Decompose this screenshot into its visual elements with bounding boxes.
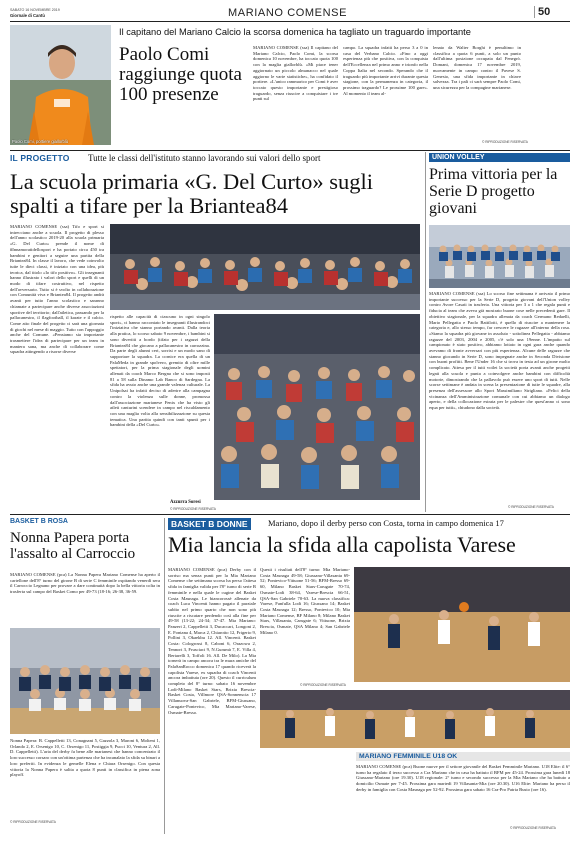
papera-body: MARIANO COMENSE (pca) La Nonna Papera Mariano Comense ha aperto il cartellone dell'8° turno del girone B di serie C femminile ospitando venerdì sera il Carroccio Legnano per provare a dare continuità dopo la bella vittoria colta in trasferta sul campo del Basket Como per 49-73 (18-16; 26-38, 36-59. — [10, 572, 160, 595]
mia-left-rule — [164, 518, 165, 834]
crowd-illustration — [110, 224, 420, 310]
progetto-kicker: Tutte le classi dell'istituto stanno lavorando sui valori dello sport — [88, 153, 321, 163]
comi-col2: campo. La squadra infatti ha perso 3 a 0 in casa del Verbano Calcio. «Fino a oggi esperienza più che positiva, con la conquista dell'Eccellenza nel primo anno e trionfo nella Coppa Italia nel secondo. Sperando che il traguardo più importante arrivi durante questa stagione, con la permanenza in categoria, il prossimo traguardo? Le prossime 100 gare». Al momento il team al- — [343, 45, 428, 96]
papera-headline: Nonna Papera porta l'assalto al Carroccio — [10, 530, 136, 562]
basket-court-illustration — [260, 690, 570, 748]
papera-caption: Nonna Papera: B. Cappelletti 13, Conagnani 5, Gazzola 3, Maroni 6, Molteni 1, Orlando 2, E. Orsenigo 10, C. Orsenigo 11, Postiggia 9, Pucci 10, Ventura 2, All. D. Cappelletti). L'aria del derby fa bene alle marianesi che hanno concentrato il loro successo corsaro con un'ottima partenza che ha incanalato la sfida su binari a loro preferiti. In evidenza le gemelle Elena e Chiara Orsenigo. Con questa vittoria la Nonna Papera è salita a quota 8 punti in classifica in piena zona playoff. — [10, 738, 160, 778]
papera-copyright: © RIPRODUZIONE RISERVATA — [10, 820, 56, 824]
volley-team-illustration — [429, 225, 570, 288]
progetto-col1: MARIANO COMENSE (ssa) Tifo e sport si intrecciano anche a scuola. Il progetto di plesso dell'anno scolastico 2019-20 alla scuola primaria «G. Del Curto» prende il nome di #Innamoratidellosport e ha portato circa 450 tra bambini e genitori a seguire una partita della Briantea84. In classe il lavoro, che vede coinvolto tutte le dieci classi, è iniziato con una idea, più teorica, dal titolo «Io tifo positivo». Gli insegnanti hanno illustrato i valori dello sport e quelli di un modo di tifare costruttivo, nel rispetto dell'avversario. Tutto si è svolto in collaborazione con Comunità viva e Briantea84. Il progetto andrà avanti per tutto l'anno scolastico e saranno chiamate a partecipare anche diverse associazioni sportive del territorio; dall'atletica, passando per la pallacanestro, il flagfootball, il karate e il calcio. Come atto finale del progetto ci sarà una giornata di giochi nel mese di maggio. Tutto con l'appoggio anche del Comune. «Pensiamo sia importante trasmettere l'idea di partecipare per un team in maniera sana, ma anche di collaborare come squadra attingendo a risorse diverse — [10, 224, 104, 355]
u18-tag: MARIANO FEMMINILE U18 OK — [356, 752, 570, 761]
comi-headline: Paolo Comi raggiunge quota 100 presenze — [119, 44, 242, 105]
mia-kicker: Mariano, dopo il derby perso con Costa, torna in campo domenica 17 — [268, 518, 504, 528]
gym-crowd-illustration — [214, 314, 420, 500]
header-date: SABATO 16 NOVEMBRE 2019 — [10, 8, 60, 12]
comi-copyright: © RIPRODUZIONE RISERVATA — [482, 140, 528, 144]
mia-photo-1 — [354, 567, 570, 682]
papera-photo — [10, 628, 160, 734]
comi-col3: lenato da Walter Borghi è penultimo in classifica a quota 6 punti, a solo un punto dall'ultima posizione occupata dal Fenegrò. Domani, domenica 17 novembre 2019, nuovamente in campo contro il Pavese S. Genesio, una sfida importante in chiave salvezza. Tra i pali ci sarà sempre Paolo Comi, una sicurezza per la compagine marianese. — [433, 45, 521, 90]
comi-kicker: Il capitano del Mariano Calcio la scorsa domenica ha tagliato un traguardo importante — [119, 27, 471, 37]
lower-rule — [10, 514, 570, 515]
goalkeeper-illustration — [10, 25, 111, 145]
mia-tag: BASKET B DONNE — [168, 518, 251, 530]
volley-headline: Prima vittoria per la Serie D progetto giovani — [429, 166, 558, 217]
progetto-headline: La scuola primaria «G. Del Curto» sugli spalti a tifare per la Briantea84 — [10, 169, 374, 218]
progetto-top-rule — [10, 150, 570, 151]
volley-body: MARIANO COMENSE (ssa) Lo scorso fine settimana è arrivato il primo importante successo per la Serie D, progetto giovani dell'Union volley contro Avore Casati in trasferta. Una vittoria per 3 a 1 che regala punti e fiducia al team che aveva già mostrato buone cose nelle precedenti gare. Il obiettivo stagionale, per la squadra allenata da coach Germano Redaelli, Mario Pellegatta e Paolo Battilotti, è quello di riuscire a mantenere la categoria e, allo stesso tempo, far crescere le ragazze all'interno della rosa. «Siamo la squadra più giovane in assoluto - sottolinea Pellegatta - abbiamo ragazze del 2003, 2004 e 2005, c'è solo una 19enne. L'impatto sul campionato è stato positivo, abbiamo lottato in ogni gara anche quando avevamo di fronte avversari con più esperienza. Alcune delle ragazze che stanno giocando in Serie D, sono impegnate anche in Seconda Divisione con buoni profitti. Bene l'Under 16 che si trova in testa ad un girone molto complicato. Attesa per il tutti voilet la società porta avanti anche progetti legati alla scuola e punta a coinvolgere anche bambini con difficoltà motorie, dimostrando che la pallavolo può essere uno sport di tutti. Nelle scorse settimane è andata in scena la presentazione di tutte le squadre, alla presenza dell'assessore allo Sport Massimiliano Strigliano. «Felici della vicinanza dell'Amministrazione comunale con cui abbiamo un dialogo aperto, e della collocazione estrata per le palestre che quest'anno ci sono equa per tutti», chiudono dalla società. — [429, 291, 570, 411]
u18-body: MARIANO COMENSE (pca) Buone nuove per il settore giovanile del Basket Femminile Mariano. U18 Elite: il 6° turno ha regalato il terzo successo a Cra Mariano che in casa ha battuto il BFM per 45-24. Prossima gara lunedì 18 Giussano-Mariano (ore 19.30). U18 regionale: 2° turno e secondo successo per la Mia Mariano che ha battuto a domicilio Osmate per 7-45. Prossima gara martedì 19 Villasanta-Mia (ore 20.30). U16 Elite: Mariano ha perso il derby in famiglia con Costa Masnaga per 52-92. Prossima gara sabato 16 Cra-Pro Patria Busto (ore 16). — [356, 764, 570, 792]
progetto-col2: rispetto alle capacità di ciascuno in ogni singolo sport», ci hanno raccontato le insegnanti illustrandoci l'iniziativa che stanno portando avanti. Dalla teoria alla pratica, lo scorso sabato 9 novembre, i bambini si sono divertiti a bordo (tifato per i ragazzi della Briantea84 che giocano a pallacanestro in carrozzina. Da parte degli alunni ceri, sorrisi e un modo sano di supportare la squadra. La cornice era quella di un PalaMeda in grande spolvero, gremito di oltre mille spettatori, per la prima stagionale degli uomini allenati da coach Marco Bergna che si sono imposti 81 a 58 sulla Dinamo Lab Banco di Sardegna. La sfida ha avuto anche una grande valenza culturale. La Unipolsai ha infatti deciso di aderire alla campagna contro la violenza sulle donne, promossa dall'associazione marianese Fenix che ha visto gli atleti canturini scendere in campo nel riscaldamento con una maglia volta alla sensibilizzazione su questa tematica. Una partita quindi con tanti spunti per i bambini della «Del Curto». — [110, 314, 210, 428]
section-title: MARIANO COMENSE — [228, 7, 348, 19]
comi-caption: Paolo Comi, portiere giallorblù — [12, 139, 69, 144]
volley-left-rule — [425, 152, 426, 512]
mia-col2: Questi i risultati dell'8° turno: Mia Mariano-Costa Masnaga 49-58; Giussano-Villasanta 69-52; Pontevico-Vittuone 51-56; BFM-Bresso 69-60, Milano Basket Stars-Carugate 70-74, Osmate-Lodi 38-64, Varese-Brescia 66-51, QSA-San Gabriele 70-63. La nuova classifica: Varese, Fanfulla Lodi 16; Giussano 14; Basket Costa Masnaga 12; Bresso, Pontevico 10; Mia Mariano Comense, BF Milano 8; Milano Basket Stars, Villasanta, Carugate 6; Vittuone, Brixia Brescia, Osmate, QSA Milano 4; San Gabriele Milano 0. — [260, 567, 350, 635]
mia-col1: MARIANO COMENSE (pca) Derby con il sorriso ma senza punti per la Mia Mariano Comense che settimana scorsa ha perso l'attesa sfida in famiglia valida per l'8° turno di serie B femminile e nella quale le cugine del Basket Costa Masnaga. Le biancorossè allenate da coach Luca Vincenti hanno pagato il parziale subìto nel primo quarto che non sono più riuscite a riscatare perdendo così alla fine per 49-58 (13-22; 24-34; 37-47. Mia Mariano: Panzeri 2, Cappelletti 3, Ducaccari, Longoni 2, E. Fontana 4, Marca 2, Chiarotto 12, Frigerio 9, Pollini 3, Okaekbu 12. All. Vincenti. Basket Costa: Cologrossi 8, Caboni 6, Orazowa 2, Tennort 3, Frusciaci 9, N.Gurumà 7, E. Villa 4, Bertarelli 3, Toffoli 16. All. De Milo). La Mia tornerà in campo ancora tra le mura amiche del PalaSanRocco domenica 17 quando riceverà la capolista Varese, ex squadra di coach Vincenti ancora imbattuta (ore 20). Questo il curriculum completo del 8° turno: sabato 16 novembre Lodi-Milano Basket Stars, Brixia Brescia-Basket Costa, Villmore QSA-Sonnenscia 17 Villanuova-San Gabriele, BFM-Giussano, Carugate-Pontevico, Mia Mariano-Varese, Osmate-Bresso. — [168, 567, 256, 715]
header-rule — [10, 21, 570, 22]
mia-copyright: © RIPRODUZIONE RISERVATA — [300, 683, 346, 687]
comi-col1: MARIANO COMENSE (ssa) Il capitano del Mariano Calcio, Paolo Comi, la scorsa domenica 10 novembre, ha toccato quota 100 con la maglia giallorblù. «Mi piace tener aggiornato un piccolo almanacco nel quale aggiorno le varie statistiche», ha confidato il portiere. «L'unico rammarico per Comi è aver toccato questo importante e prestigioso traguardo, senza riuscire a conquistare i tre punti sul — [253, 45, 338, 102]
volley-tag: UNION VOLLEY — [429, 153, 570, 162]
comi-photo — [10, 25, 111, 145]
basket-game-illustration — [354, 567, 570, 682]
progetto-signature: Azzurra Soresi — [170, 500, 201, 505]
header-paper: Giornale di Cantù — [10, 13, 45, 18]
basket-team-illustration — [10, 628, 160, 734]
mia-headline: Mia lancia la sfida alla capolista Varese — [168, 532, 516, 557]
progetto-photo — [110, 224, 420, 310]
page-number: 50 — [534, 6, 550, 18]
progetto-photo-2 — [214, 314, 420, 500]
progetto-tag-label: IL PROGETTO — [10, 153, 70, 163]
mia-photo-2 — [260, 690, 570, 748]
papera-tag: BASKET B ROSA — [10, 518, 68, 525]
volley-photo — [429, 225, 570, 288]
progetto-copyright: © RIPRODUZIONE RISERVATA — [170, 507, 216, 511]
u18-copyright: © RIPRODUZIONE RISERVATA — [510, 826, 556, 830]
volley-copyright: © RIPRODUZIONE RISERVATA — [508, 505, 554, 509]
